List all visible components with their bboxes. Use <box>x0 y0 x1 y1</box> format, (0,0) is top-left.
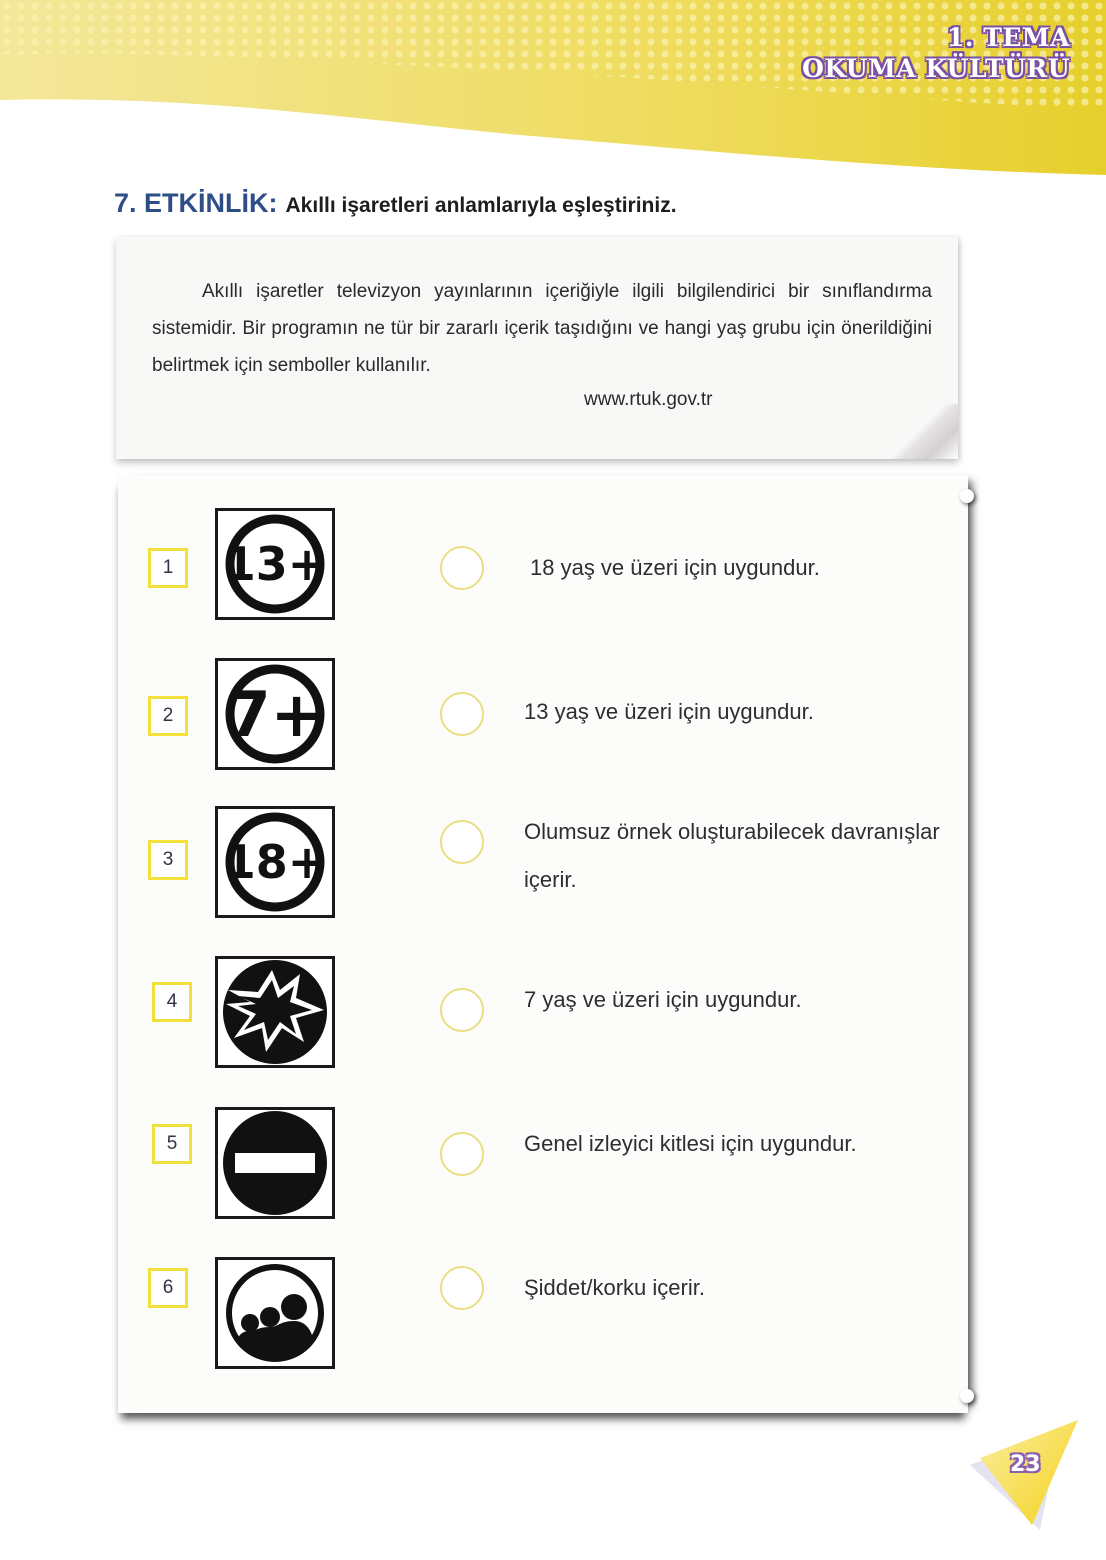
meaning-text: 18 yaş ve üzeri için uygundur. <box>530 555 820 580</box>
meaning-text: 7 yaş ve üzeri için uygundur. <box>524 987 802 1012</box>
answer-circle-5[interactable] <box>440 1132 484 1176</box>
info-note-card <box>116 237 958 459</box>
page-curl-decoration <box>888 404 958 459</box>
violence-fear-icon <box>215 956 335 1068</box>
pin-decoration <box>960 489 974 503</box>
meaning-text: Şiddet/korku içerir. <box>524 1275 705 1300</box>
number-box: 6 <box>148 1268 188 1308</box>
svg-text:13+: 13+ <box>223 537 327 591</box>
negative-example-icon <box>215 1107 335 1219</box>
matching-card <box>118 475 968 1413</box>
page-number: 23 <box>1010 1452 1041 1477</box>
answer-circle-6[interactable] <box>440 1266 484 1310</box>
activity-heading <box>114 188 677 219</box>
answer-circle-1[interactable] <box>440 546 484 590</box>
meaning-text: 13 yaş ve üzeri için uygundur. <box>524 699 814 724</box>
number-box: 2 <box>148 696 188 736</box>
header-banner <box>0 0 1106 185</box>
answer-circle-2[interactable] <box>440 692 484 736</box>
age-7-plus-icon <box>215 658 335 770</box>
svg-text:7+: 7+ <box>227 678 323 751</box>
theme-number: 1. TEMA <box>946 23 1070 52</box>
activity-number: 7. ETKİNLİK: <box>114 188 278 218</box>
note-paragraph <box>152 273 932 384</box>
number-box: 3 <box>148 840 188 880</box>
note-paragraph-text: Akıllı işaretler televizyon yayınlarının içeriğiyle ilgili bilgilendirici bir sınıflandırma sistemidir. Bir programın ne tür bir zararlı içerik taşıdığını ve hangi yaş grubu için önerildiğini belirtmek için semboller kullanılır. <box>152 281 932 376</box>
age-18-plus-icon <box>215 806 335 918</box>
meaning-text: Genel izleyici kitlesi için uygundur. <box>524 1131 857 1156</box>
age-13-plus-icon <box>215 508 335 620</box>
note-source-link: www.rtuk.gov.tr <box>584 389 713 410</box>
svg-text:18+: 18+ <box>223 835 327 889</box>
answer-circle-4[interactable] <box>440 988 484 1032</box>
meaning-text: Olumsuz örnek oluşturabilecek davranışlar içerir. <box>524 819 940 892</box>
number-box: 1 <box>148 548 188 588</box>
answer-circle-3[interactable] <box>440 820 484 864</box>
number-box: 4 <box>152 982 192 1022</box>
activity-instruction: Akıllı işaretleri anlamlarıyla eşleştiriniz. <box>285 194 677 217</box>
theme-name: OKUMA KÜLTÜRÜ <box>802 54 1070 83</box>
theme-title <box>802 22 1070 84</box>
pin-decoration <box>960 1389 974 1403</box>
number-box: 5 <box>152 1124 192 1164</box>
general-audience-icon <box>215 1257 335 1369</box>
